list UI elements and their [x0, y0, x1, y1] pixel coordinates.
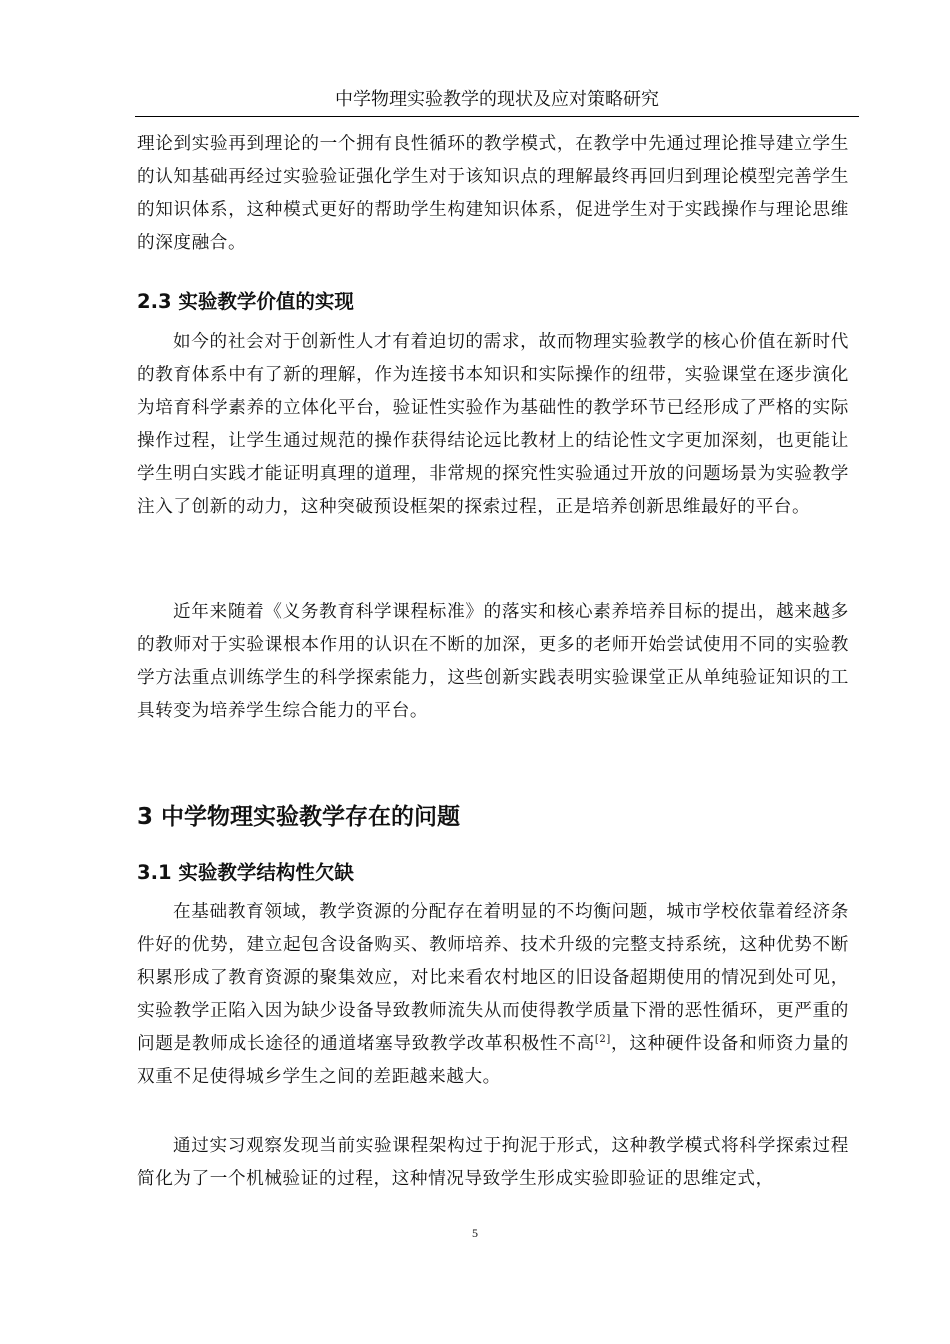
paragraph-resource-imbalance — [137, 896, 849, 1094]
paragraph-innovation-value: 如今的社会对于创新性人才有着迫切的需求，故而物理实验教学的核心价值在新时代的教育体系中有了新的理解，作为连接书本知识和实际操作的纽带，实验课堂在逐步演化为培育科学素养的立体化平台，验证性实验作为基础性的教学环节已经形成了严格的实际操作过程，让学生通过规范的操作获得结论远比教材上的结论性文字更加深刻，也更能让学生明白实践才能证明真理的道理，非常规的探究性实验通过开放的问题场景为实验教学注入了创新的动力，这种突破预设框架的探索过程，正是培养创新思维最好的平台。 — [137, 332, 849, 517]
citation-marker[interactable]: [2] — [594, 1034, 611, 1046]
section-heading-2-3: 2.3 实验教学价值的实现 — [137, 290, 354, 313]
paragraph-curriculum-standard: 近年来随着《义务教育科学课程标准》的落实和核心素养培养目标的提出，越来越多的教师对于实验课根本作用的认识在不断的加深，更多的老师开始尝试使用不同的实验教学方法重点训练学生的科学探索能力，这些创新实践表明实验课堂正从单纯验证知识的工具转变为培养学生综合能力的平台。 — [137, 602, 849, 721]
paragraph-text-part-2: ，这种硬件设备和师资力量的双重不足使得城乡学生之间的差距越来越大。 — [137, 1034, 849, 1087]
paragraph-continuation: 理论到实验再到理论的一个拥有良性循环的教学模式，在教学中先通过理论推导建立学生的认知基础再经过实验验证强化学生对于该知识点的理解最终再回归到理论模型完善学生的知识体系，这种模式更好的帮助学生构建知识体系，促进学生对于实践操作与理论思维的深度融合。 — [137, 134, 849, 253]
chapter-heading-3: 3 中学物理实验教学存在的问题 — [137, 804, 461, 830]
header-rule — [135, 116, 859, 117]
paragraph-text-part-1: 在基础教育领域，教学资源的分配存在着明显的不均衡问题，城市学校依靠着经济条件好的优势，建立起包含设备购买、教师培养、技术升级的完整支持系统，这种优势不断积累形成了教育资源的聚集效应，对比来看农村地区的旧设备超期使用的情况到处可见，实验教学正陷入因为缺少设备导致教师流失从而使得教学质量下滑的恶性循环，更严重的问题是教师成长途径的通道堵塞导致教学改革积极性不高 — [137, 902, 849, 1054]
paragraph-internship-observation: 通过实习观察发现当前实验课程架构过于拘泥于形式，这种教学模式将科学探索过程简化为了一个机械验证的过程，这种情况导致学生形成实验即验证的思维定式， — [137, 1136, 849, 1189]
running-header-title: 中学物理实验教学的现状及应对策略研究 — [335, 89, 659, 110]
page-number: 5 — [472, 1226, 478, 1240]
section-heading-3-1: 3.1 实验教学结构性欠缺 — [137, 861, 354, 884]
